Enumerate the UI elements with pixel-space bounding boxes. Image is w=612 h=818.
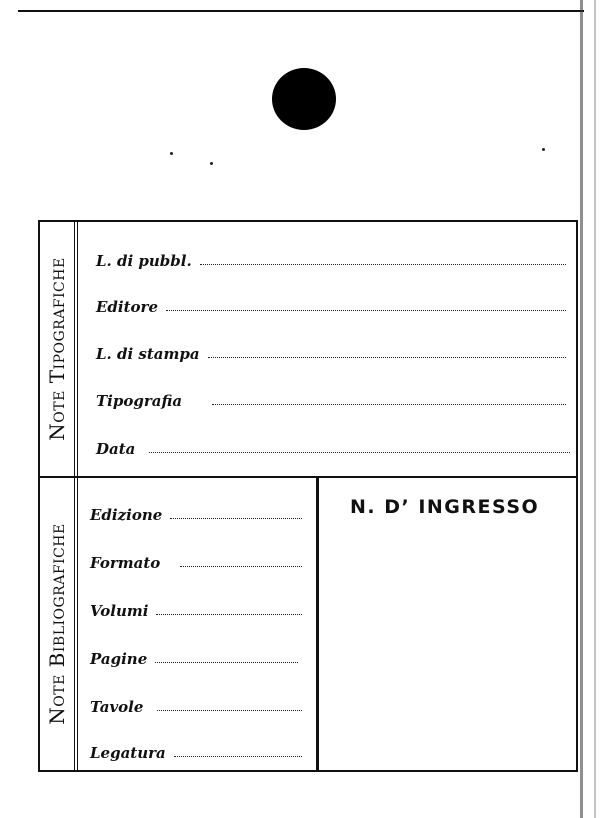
field-label: Formato: [90, 554, 161, 572]
note-tipografiche-section: [38, 220, 578, 478]
field-label: Tipografia: [96, 392, 183, 410]
field-editore: [96, 292, 566, 316]
card-edge-line-outer: [594, 0, 596, 818]
top-rule: [18, 10, 584, 12]
scan-speck: [170, 152, 173, 155]
field-label: L. di pubbl.: [96, 252, 192, 270]
punch-hole: [272, 68, 336, 130]
dotted-line: [149, 452, 570, 453]
note-bibliografiche-label: Note Bibliografiche: [45, 523, 69, 725]
field-label: Tavole: [90, 698, 144, 716]
dotted-line: [174, 756, 302, 757]
scan-speck: [542, 148, 545, 151]
field-label: Data: [96, 440, 136, 458]
dotted-line: [157, 710, 302, 711]
field-tavole: [90, 692, 302, 716]
field-legatura: [90, 738, 302, 762]
field-label: Legatura: [90, 744, 166, 762]
dotted-line: [212, 404, 566, 405]
field-label: Editore: [96, 298, 158, 316]
dotted-line: [155, 662, 298, 663]
dotted-line: [208, 357, 566, 358]
field-pagine: [90, 644, 298, 668]
field-label: Edizione: [90, 506, 163, 524]
column-divider: [316, 478, 319, 770]
dotted-line: [180, 566, 302, 567]
field-tipografia: [96, 386, 566, 410]
dotted-line: [200, 264, 566, 265]
field-label: Pagine: [90, 650, 148, 668]
dotted-line: [156, 614, 302, 615]
dotted-line: [166, 310, 566, 311]
field-edizione: [90, 500, 302, 524]
scan-speck: [210, 162, 213, 165]
dotted-line: [170, 518, 302, 519]
field-formato: [90, 548, 302, 572]
field-label: L. di stampa: [96, 345, 200, 363]
card-edge-line: [580, 0, 583, 818]
field-luogo-stampa: [96, 339, 566, 363]
field-volumi: [90, 596, 302, 620]
field-luogo-pubblicazione: [96, 246, 566, 270]
note-bibliografiche-label-column: [40, 478, 78, 770]
note-bibliografiche-section: [38, 476, 578, 772]
field-label: Volumi: [90, 602, 149, 620]
field-data: [96, 434, 570, 458]
numero-ingresso-label: N. D’ INGRESSO: [350, 496, 540, 518]
note-tipografiche-label-column: [40, 222, 78, 476]
note-tipografiche-label: Note Tipografiche: [45, 257, 69, 441]
